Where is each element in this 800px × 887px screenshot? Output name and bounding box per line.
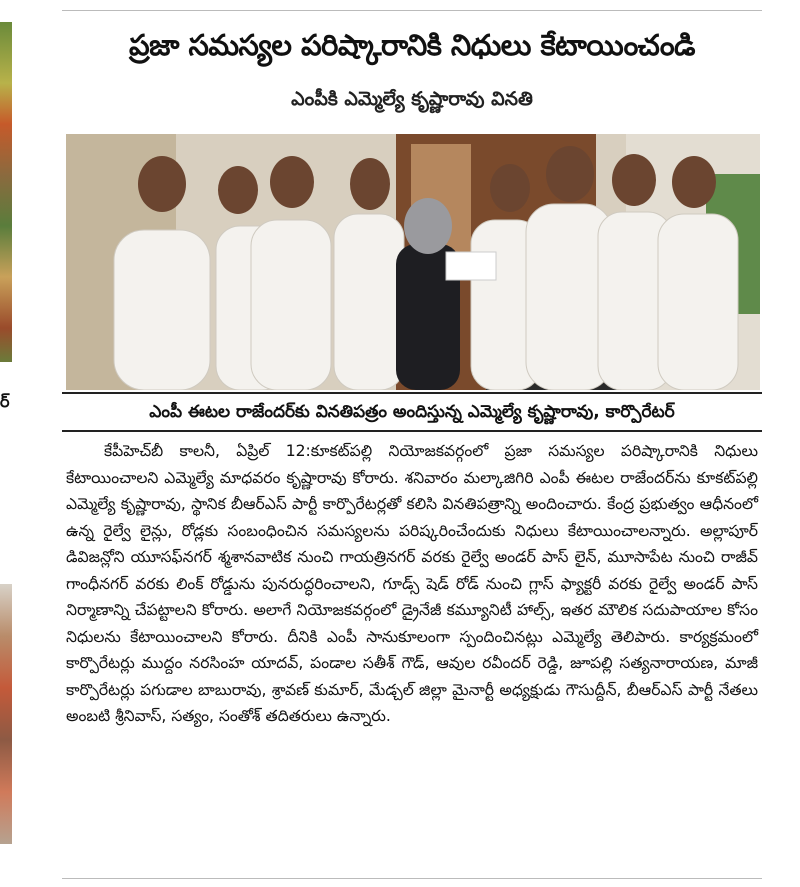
news-photo xyxy=(66,134,760,390)
subheadline: ఎంపీకి ఎమ్మెల్యే కృష్ణారావు వినతి xyxy=(291,88,533,110)
adjacent-article-strip xyxy=(0,0,16,887)
news-article xyxy=(62,10,762,878)
photo-caption: ఎంపీ ఈటల రాజేందర్‌కు వినతిపత్రం అందిస్తున్న ఎమ్మెల్యే కృష్ణారావు, కార్పొరేటర్ xyxy=(62,392,762,432)
adjacent-photo-top xyxy=(0,22,12,362)
article-body: కేపీహెచ్‌బీ కాలనీ, ఏప్రిల్ 12:కూకట్‌పల్లి నియోజకవర్గంలో ప్రజా సమస్యల పరిష్కారానికి నిధులు కేటాయించాలని ఎమ్మెల్యే మాధవరం కృష్ణారావు కోరారు. శనివారం మల్కాజిగిరి ఎంపీ ఈటల రాజేందర్‌ను కూకట్‌పల్లి ఎమ్మెల్యే కృష్ణారావు, స్థానిక బీఆర్ఎస్ పార్టీ కార్పొరేటర్లతో కలిసి వినతిపత్రాన్ని అందించారు. కేంద్ర ప్రభుత్వం ఆధీనంలో ఉన్న రైల్వే లైన్లు, రోడ్లకు సంబంధించిన సమస్యలను పరిష్కరించేందుకు నిధులు కేటాయించాలన్నారు. అల్లాపూర్ డివిజన్లోని యూసఫ్‌నగర్ శ్మశానవాటిక నుంచి గాయత్రినగర్ వరకు రైల్వే అండర్ పాస్ లైన్, మూసాపేట నుంచి రాజీవ్ గాంధీనగర్ వరకు లింక్ రోడ్డును పునరుద్ధరించాలని, గూడ్స్ షెడ్ రోడ్ నుంచి గ్లాస్ ఫ్యాక్టరీ వరకు రైల్వే అండర్ పాస్ నిర్మాణాన్ని చేపట్టాలని కోరారు. అలాగే నియోజకవర్గంలో డ్రైనేజీ కమ్యూనిటీ హాల్స్, ఇతర మౌలిక సదుపాయాల కోసం నిధులను కేటాయించాలని కోరారు. దీనికి ఎంపీ సానుకూలంగా స్పందించినట్లు ఎమ్మెల్యే తెలిపారు. కార్యక్రమంలో కార్పొరేటర్లు ముద్దం నరసింహ యాదవ్, పండాల సతీశ్ గౌడ్, ఆవుల రవీందర్ రెడ్డి, జూపల్లి సత్యనారాయణ, మాజీ కార్పొరేటర్లు పగుడాల బాబురావు, శ్రావణ్ కుమార్, మేడ్చల్ జిల్లా మైనార్టీ అధ్యక్షుడు గౌసుద్దీన్, బీఆర్ఎస్ పార్టీ నేతలు అంబటి శ్రీనివాస్, సత్యం, సంతోశ్ తదితరులు ఉన్నారు. xyxy=(66,442,758,725)
photo-illustration xyxy=(66,134,760,390)
bottom-rule xyxy=(62,878,762,879)
top-rule xyxy=(62,10,762,11)
headline: ప్రజా సమస్యల పరిష్కారానికి నిధులు కేటాయించండి xyxy=(128,28,696,62)
adjacent-partial-text: ర్ xyxy=(0,392,10,411)
adjacent-photo-bottom xyxy=(0,584,12,844)
